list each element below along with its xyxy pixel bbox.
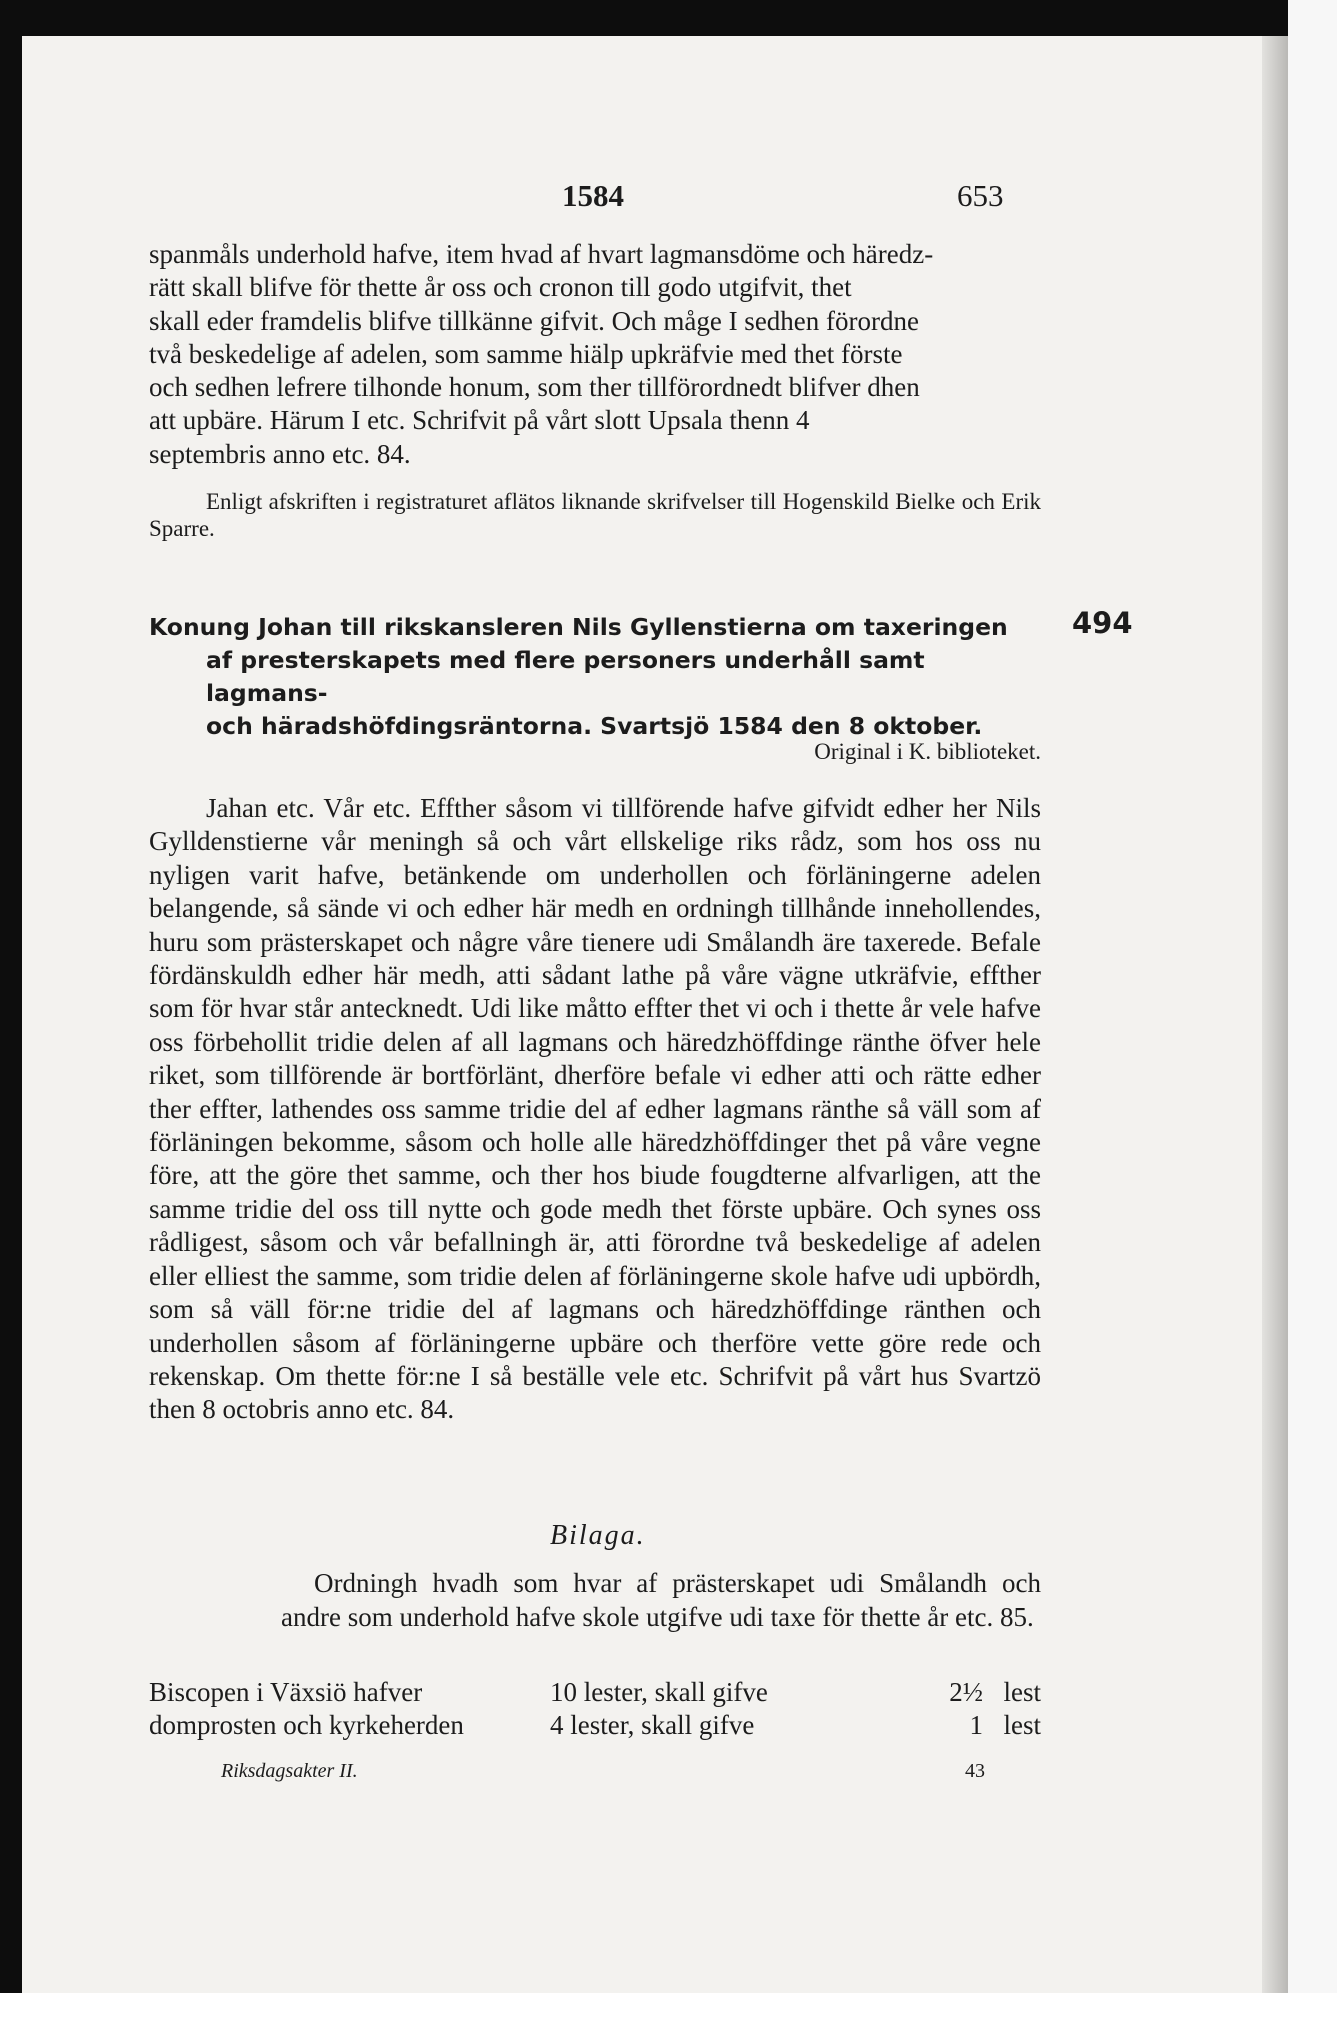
letter-text: Jahan etc. Vår etc. Effther såsom vi tillförende hafve gifvidt edher her Nils Gylldenstierne vår meningh så och vårt ellskelige riks rådz, som hos oss nu nyligen varit hafve, betänkende om underhollen och förläningerne adelen belangende, så sände vi och edher här medh en ordningh tillhånde innehollendes, huru som prästerskapet och någre våre tienere udi Smålandh äre taxerede. Befale fördänskuldh edher här medh, atti sådant lathe på våre vägne utkräfvie, effther som för hvar står antecknedt. Udi like måtto effter thet vi och i thette år vele hafve oss förbehollit tridie delen af all lagmans och häredzhöffdinge ränthe öfver hele riket, som tillförende är bortförlänt, dherföre befale vi edher atti och rätte edher ther effter, lathendes oss samme tridie del af edher lagmans ränthe så väll som af förläningen bekomme, såsom och holle alle häredzhöffdinger thet på våre vegne före, att the göre thet samme, och ther hos biude fougdterne alfvarligen, att the samme tridie del oss till nytte och gode medh thet förste upbäre. Och synes oss rådligest, såsom och vår befallningh är, atti förordne två beskedelige af adelen eller elliest the samme, som tridie delen af förläningerne skole hafve udi upbördh, som så väll för:ne tridie del af lagmans och häredzhöffdinge ränthen och underhollen såsom af förläningerne upbäre och therföre vette göre rede och rekenskap. Om thette för:ne I så beställe vele etc. Schrifvit på vårt hus Svartzö then 8 octobris anno etc. 84. xyxy=(149,793,1041,1425)
item-quantity: 1 xyxy=(969,1710,983,1740)
footer-series-title: Riksdagsakter II. xyxy=(221,1760,358,1782)
paragraph-continuation xyxy=(149,238,1041,471)
document-number: 494 xyxy=(1072,606,1133,640)
text-line: skall eder framdelis blifve tillkänne gifvit. Och måge I sedhen förordne xyxy=(149,305,919,336)
heading-line: af presterskapets med flere personers underhåll samt lagmans- xyxy=(206,646,925,707)
page-number: 653 xyxy=(957,178,1004,213)
item-unit: lest xyxy=(1003,1677,1041,1707)
item-description: domprosten och kyrkeherden xyxy=(149,1710,464,1740)
list-item xyxy=(149,1677,1041,1711)
scan-margin-bottom xyxy=(0,1993,1337,2034)
appendix-intro xyxy=(281,1567,1041,1634)
sheet-signature: 43 xyxy=(965,1760,985,1782)
text-line: spanmåls underhold hafve, item hvad af hvart lagmansdöme och häredz- xyxy=(149,239,934,269)
running-head-year: 1584 xyxy=(562,178,624,213)
appendix-title: Bilaga. xyxy=(550,1520,646,1551)
item-quantity: 2½ xyxy=(949,1677,983,1707)
heading-line: Konung Johan till rikskansleren Nils Gyllenstierna om taxeringen xyxy=(149,613,1008,641)
page-edge-shadow xyxy=(1262,36,1288,1993)
document-heading xyxy=(149,611,1041,743)
text-line: och sedhen lefrere tilhonde honum, som ther tillförordnedt blifver dhen xyxy=(149,372,920,403)
item-lests: 10 lester, skall gifve xyxy=(550,1677,768,1707)
item-lests: 4 lester, skall gifve xyxy=(550,1710,755,1740)
text-line: två beskedelige af adelen, som samme hiälp upkräfvie med thet förste xyxy=(149,338,903,369)
scan-margin-right xyxy=(1288,0,1337,2034)
item-unit: lest xyxy=(1003,1710,1041,1740)
text-line: septembris anno etc. 84. xyxy=(149,438,411,469)
heading-line: och häradshöfdingsräntorna. Svartsjö 1584 den 8 oktober. xyxy=(206,712,983,740)
text-line: rätt skall blifve för thette år oss och cronon till godo utgifvit, thet xyxy=(149,272,852,303)
letter-body xyxy=(149,792,1041,1427)
item-description: Biscopen i Växsiö hafver xyxy=(149,1677,423,1707)
editorial-note: Enligt afskriften i registraturet aflätos liknande skrifvelser till Hogenskild Bielke och Erik Sparre. xyxy=(149,489,1041,541)
text-line: att upbäre. Härum I etc. Schrifvit på vårt slott Upsala thenn 4 xyxy=(149,405,810,436)
source-note: Original i K. biblioteket. xyxy=(814,739,1041,764)
list-item xyxy=(149,1710,1041,1744)
appendix-text: Ordningh hvadh som hvar af prästerskapet udi Smålandh och andre som underhold hafve skole utgifve udi taxe för thette år etc. 85. xyxy=(281,1568,1041,1632)
